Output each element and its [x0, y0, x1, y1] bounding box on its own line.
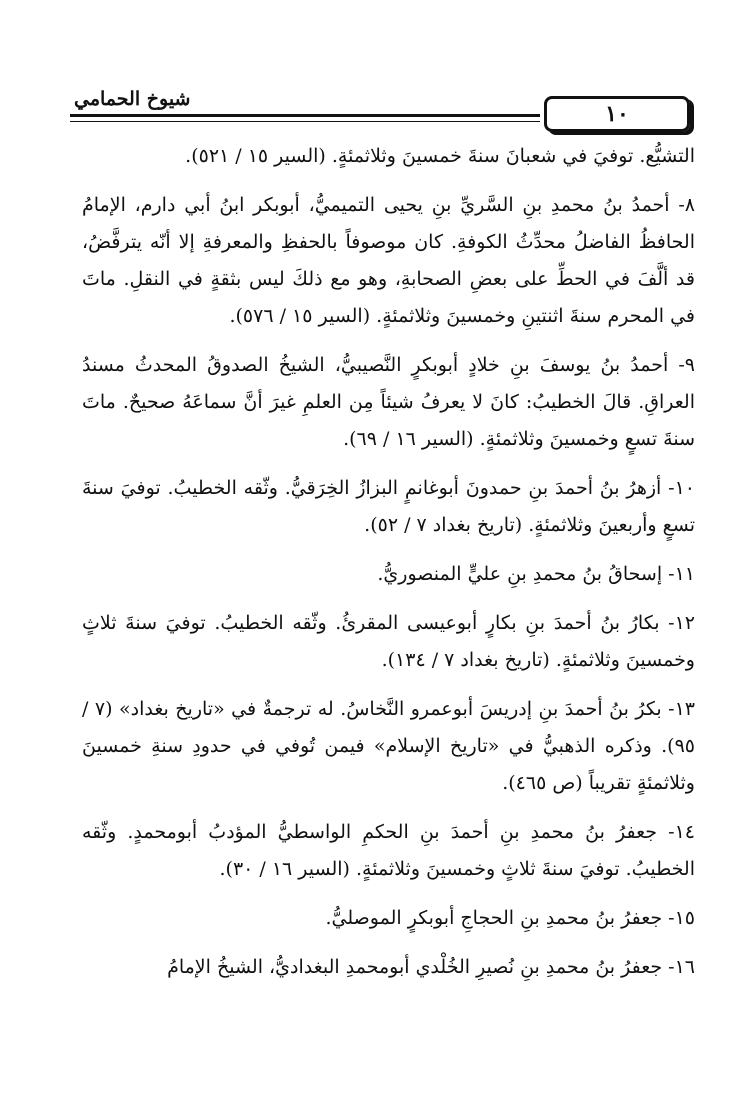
entry-8: ٨- أحمدُ بنُ محمدِ بنِ السَّريِّ بنِ يحيى التميميُّ، أبوبكر ابنُ أبي دارم، الإمامُ الحافظُ الفاضلُ محدِّثُ الكوفةِ. كان موصوفاً بالحفظِ والمعرفةِ إلا أنّه يترفَّضُ، قد ألَّفَ في الحطِّ على بعضِ الصحابةِ، وهو مع ذلكَ ليس بثقةٍ في النقلِ. ماتَ في المحرم سنةَ اثنتينِ وخمسينَ وثلاثمئةٍ. (السير ١٥ / ٥٧٦).: [82, 194, 695, 327]
page-header: [70, 82, 695, 132]
entry-9: ٩- أحمدُ بنُ يوسفَ بنِ خلادٍ أبوبكرٍ النَّصيبيُّ، الشيخُ الصدوقُ المحدثُ مسندُ العراقِ. قالَ الخطيبُ: كانَ لا يعرفُ شيئاً مِن العلمِ غيرَ أنَّ سماعَهُ صحيحٌ. ماتَ سنةَ تسعٍ وخمسينَ وثلاثمئةٍ. (السير ١٦ / ٦٩).: [82, 354, 695, 450]
entry-16: ١٦- جعفرُ بنُ محمدِ بنِ نُصيرِ الخُلْدي أبومحمدِ البغداديُّ، الشيخُ الإمامُ: [167, 956, 695, 978]
header-rule: [70, 114, 540, 117]
entry-10: ١٠- أزهرُ بنُ أحمدَ بنِ حمدونَ أبوغانمٍ البزازُ الخِرَقيُّ. وثّقه الخطيبُ. توفيَ سنةَ تسعٍ وأربعينَ وثلاثمئةٍ. (تاريخ بغداد ٧ / ٥٢).: [82, 477, 695, 536]
entry-14: ١٤- جعفرُ بنُ محمدِ بنِ أحمدَ بنِ الحكمِ الواسطيُّ المؤدبُ أبومحمدٍ. وثّقه الخطيبُ. توفيَ سنةَ ثلاثٍ وخمسينَ وثلاثمئةٍ. (السير ١٦ / ٣٠).: [82, 821, 695, 880]
entry-11: ١١- إسحاقُ بنُ محمدِ بنِ عليٍّ المنصوريُّ.: [377, 563, 695, 585]
entry-12: ١٢- بكارُ بنُ أحمدَ بنِ بكارٍ أبوعيسى المقرئُ. وثّقه الخطيبُ. توفيَ سنةَ ثلاثٍ وخمسينَ وثلاثمئةٍ. (تاريخ بغداد ٧ / ١٣٤).: [82, 612, 695, 671]
running-title: شيوخ الحمامي: [74, 88, 191, 110]
entry-13: ١٣- بكرُ بنُ أحمدَ بنِ إدريسَ أبوعمرو النَّخاسُ. له ترجمةٌ في «تاريخ بغداد» (٧ / ٩٥). وذكره الذهبيُّ في «تاريخ الإسلام» فيمن تُوفي في حدودِ سنةِ خمسينَ وثلاثمئةٍ تقريباً (ص ٤٦٥).: [82, 698, 695, 794]
entry-15: ١٥- جعفرُ بنُ محمدِ بنِ الحجاجِ أبوبكرٍ الموصليُّ.: [325, 907, 695, 929]
entry-continuation: التشيُّع. توفيَ في شعبانَ سنةَ خمسينَ وثلاثمئةٍ. (السير ١٥ / ٥٢١).: [185, 145, 695, 167]
header-rule-thin: [70, 121, 540, 122]
page-number-box: ١٠: [544, 96, 690, 132]
page-body: [82, 138, 695, 998]
